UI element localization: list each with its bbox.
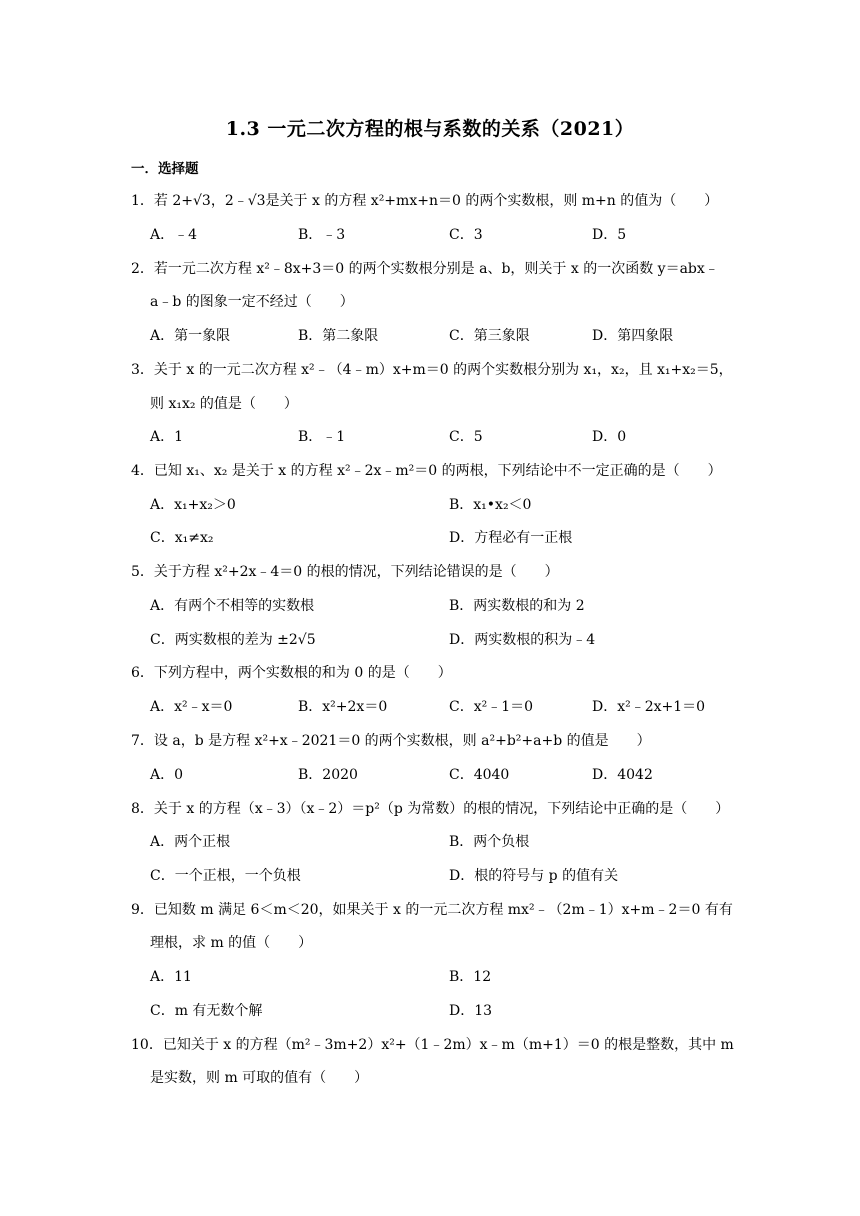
question-2-option-c: C．第三象限 [449,328,530,344]
question-4-option-c: C．x₁≠x₂ [150,530,214,546]
question-5-option-d: D．两实数根的积为﹣4 [449,632,596,648]
question-3-option-a: A．1 [150,429,184,445]
question-3-option-d: D．0 [592,429,627,445]
question-9-option-d: D．13 [449,1003,493,1019]
question-8-option-d: D．根的符号与 p 的值有关 [449,868,619,884]
question-1-option-c: C．3 [449,227,483,243]
question-10-stem-line-2: 是实数，则 m 可取的值有（ ） [150,1070,369,1086]
question-7-option-d: D．4042 [592,767,653,783]
question-10-stem-line-1: 10．已知关于 x 的方程（m²﹣3m+2）x²+（1﹣2m）x﹣m（m+1）＝0 的根是整数，其中 m [131,1037,734,1053]
question-7-option-a: A．0 [150,767,184,783]
question-5-option-b: B．两实数根的和为 2 [449,598,585,614]
document-title: 1.3 一元二次方程的根与系数的关系（2021） [225,118,635,140]
question-9-option-a: A．11 [150,969,192,985]
question-3-option-c: C．5 [449,429,483,445]
question-1-option-d: D．5 [592,227,627,243]
question-3-stem-line-2: 则 x₁x₂ 的值是（ ） [150,396,298,412]
question-1-option-a: A．﹣4 [150,227,198,243]
question-4-option-d: D．方程必有一正根 [449,530,573,546]
question-3-stem-line-1: 3．关于 x 的一元二次方程 x²﹣（4﹣m）x+m＝0 的两个实数根分别为 x₁，x₂，且 x₁+x₂＝5， [131,362,733,378]
question-2-stem-line-2: a﹣b 的图象一定不经过（ ） [150,294,354,310]
section-heading: 一．选择题 [131,161,199,177]
question-4-option-b: B．x₁•x₂＜0 [449,497,532,513]
question-5-option-c: C．两实数根的差为 ±2√5 [150,632,316,648]
question-6-option-d: D．x²﹣2x+1＝0 [592,699,706,715]
question-8-option-c: C．一个正根，一个负根 [150,868,301,884]
question-9-stem-line-1: 9．已知数 m 满足 6＜m＜20，如果关于 x 的一元二次方程 mx²﹣（2m﹣1）x+m﹣2＝0 有有 [131,902,733,918]
question-8-stem: 8．关于 x 的方程（x﹣3）（x﹣2）＝p²（p 为常数）的根的情况，下列结论中正确的是（ ） [131,801,730,817]
question-6-stem: 6．下列方程中，两个实数根的和为 0 的是（ ） [131,665,452,681]
question-9-option-b: B．12 [449,969,492,985]
question-2-option-d: D．第四象限 [592,328,674,344]
question-1-option-b: B．﹣3 [298,227,346,243]
question-5-option-a: A．有两个不相等的实数根 [150,598,315,614]
question-2-stem-line-1: 2．若一元二次方程 x²﹣8x+3＝0 的两个实数根分别是 a、b，则关于 x 的一次函数 y＝abx﹣ [131,261,719,277]
question-6-option-c: C．x²﹣1＝0 [449,699,534,715]
question-2-option-a: A．第一象限 [150,328,231,344]
question-1-stem: 1．若 2+√3，2﹣√3是关于 x 的方程 x²+mx+n＝0 的两个实数根，则 m+n 的值为（ ） [131,193,719,209]
question-4-option-a: A．x₁+x₂＞0 [150,497,236,513]
question-7-option-c: C．4040 [449,767,510,783]
question-8-option-a: A．两个正根 [150,834,231,850]
question-9-option-c: C．m 有无数个解 [150,1003,263,1019]
question-9-stem-line-2: 理根，求 m 的值（ ） [150,935,313,951]
question-2-option-b: B．第二象限 [298,328,379,344]
question-4-stem: 4．已知 x₁、x₂ 是关于 x 的方程 x²﹣2x﹣m²＝0 的两根，下列结论中不一定正确的是（ ） [131,463,722,479]
question-7-stem: 7．设 a，b 是方程 x²+x﹣2021＝0 的两个实数根，则 a²+b²+a+b 的值是 ） [131,733,651,749]
question-6-option-a: A．x²﹣x＝0 [150,699,233,715]
question-8-option-b: B．两个负根 [449,834,530,850]
question-3-option-b: B．﹣1 [298,429,346,445]
question-7-option-b: B．2020 [298,767,358,783]
question-6-option-b: B．x²+2x＝0 [298,699,388,715]
question-5-stem: 5．关于方程 x²+2x﹣4＝0 的根的情况，下列结论错误的是（ ） [131,564,559,580]
